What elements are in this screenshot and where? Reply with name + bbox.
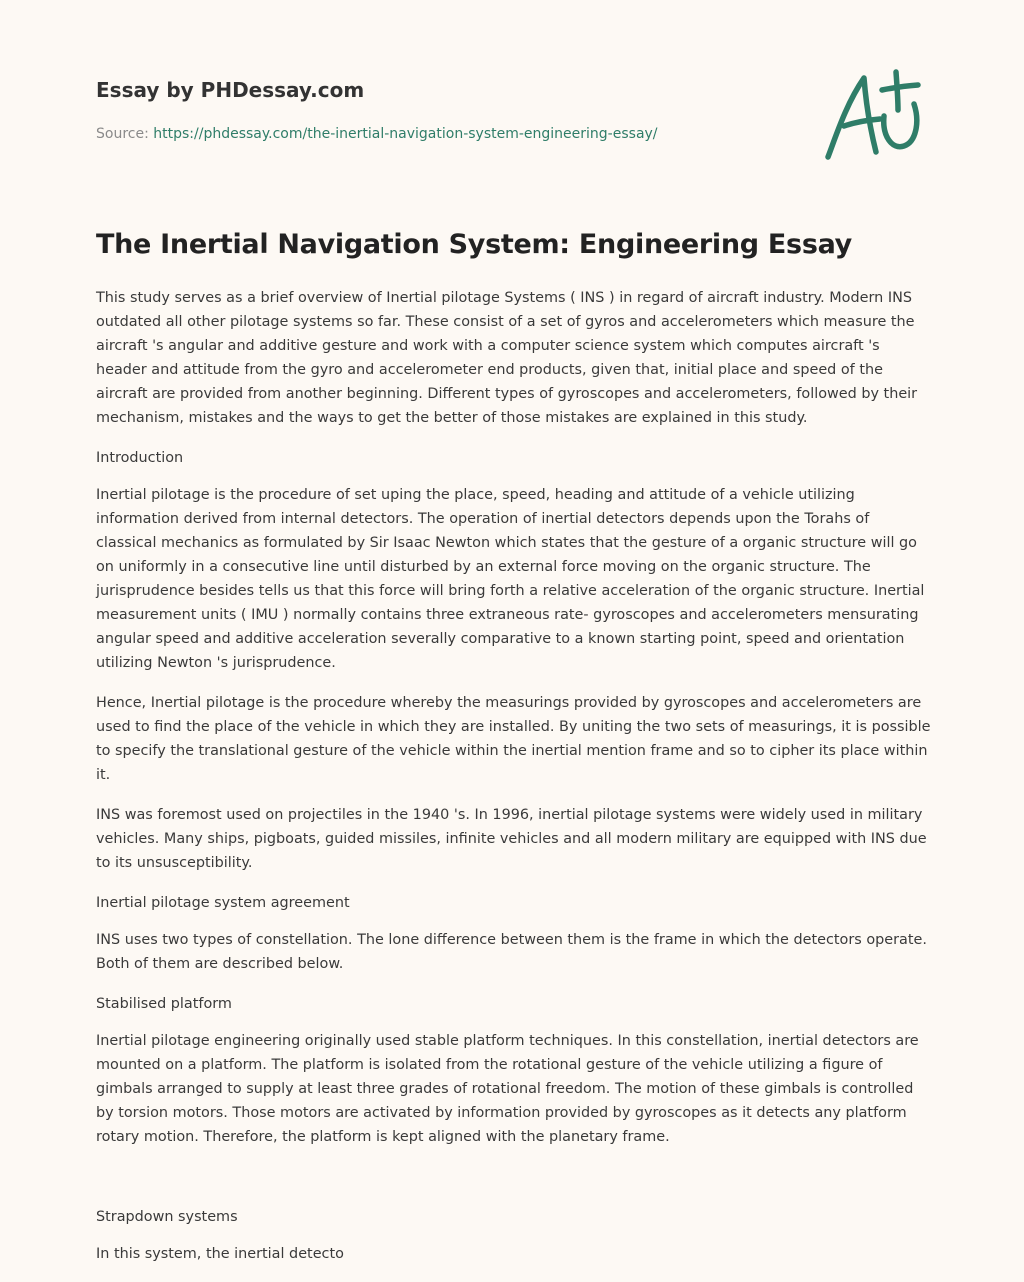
section-heading: Strapdown systems — [96, 1209, 238, 1225]
section-heading: Introduction — [96, 450, 184, 466]
article-body — [96, 286, 932, 1266]
paragraph: Inertial pilotage engineering originally used stable platform techniques. In this constellation, inertial detectors are mounted on a platform. The platform is isolated from the rotational gesture of the vehicle utilizing a figure of gimbals arranged to supply at least three grades of rotational freedom. The motion of these gimbals is controlled by torsion motors. Those motors are activated by information provided by gyroscopes as it detects any platform rotary motion. Therefore, the platform is kept aligned with the planetary frame. — [96, 1033, 919, 1145]
paragraph: Inertial pilotage is the procedure of set uping the place, speed, heading and attitude of a vehicle utilizing information derived from internal detectors. The operation of inertial detectors depends upon the Torahs of classical mechanics as formulated by Sir Isaac Newton which states that the gesture of a organic structure will go on uniformly in a consecutive line until disturbed by an external force moving on the organic structure. The jurisprudence besides tells us that this force will bring forth a relative acceleration of the organic structure. Inertial measurement units ( IMU ) normally contains three extraneous rate- gyroscopes and accelerometers mensurating angular speed and additive acceleration severally comparative to a known starting point, speed and orientation utilizing Newton 's jurisprudence. — [96, 487, 925, 671]
paragraph: INS uses two types of constellation. The lone difference between them is the frame in which the detectors operate. Both of them are described below. — [96, 932, 927, 972]
site-title: Essay by PHDessay.com — [96, 78, 365, 102]
paragraph: INS was foremost used on projectiles in the 1940 's. In 1996, inertial pilotage systems were widely used in military vehicles. Many ships, pigboats, guided missiles, infinite vehicles and all modern military are equipped with INS due to its unsusceptibility. — [96, 807, 927, 871]
essay-article — [96, 226, 932, 1282]
a-plus-logo — [818, 64, 930, 168]
page-header — [96, 76, 736, 144]
paragraph: In this system, the inertial detecto — [96, 1246, 344, 1262]
source-line — [96, 124, 736, 144]
section-heading: Stabilised platform — [96, 996, 232, 1012]
section-spacer — [96, 1165, 932, 1205]
paragraph: This study serves as a brief overview of Inertial pilotage Systems ( INS ) in regard of aircraft industry. Modern INS outdated all other pilotage systems so far. These consist of a set of gyros and accelerometers which measure the aircraft 's angular and additive gesture and work with a computer science system which computes aircraft 's header and attitude from the gyro and accelerometer end products, given that, initial place and speed of the aircraft are provided from another beginning. Different types of gyroscopes and accelerometers, followed by their mechanism, mistakes and the ways to get the better of those mistakes are explained in this study. — [96, 290, 918, 426]
a-plus-logo-icon — [818, 64, 930, 168]
source-link[interactable]: https://phdessay.com/the-inertial-navigation-system-engineering-essay/ — [153, 126, 658, 142]
paragraph: Hence, Inertial pilotage is the procedure whereby the measurings provided by gyroscopes and accelerometers are used to find the place of the vehicle in which they are installed. By uniting the two sets of measurings, it is possible to specify the translational gesture of the vehicle within the inertial mention frame and so to cipher its place within it. — [96, 695, 931, 783]
section-heading: Inertial pilotage system agreement — [96, 895, 350, 911]
source-label: Source: — [96, 126, 154, 142]
article-title: The Inertial Navigation System: Engineering Essay — [96, 229, 852, 260]
